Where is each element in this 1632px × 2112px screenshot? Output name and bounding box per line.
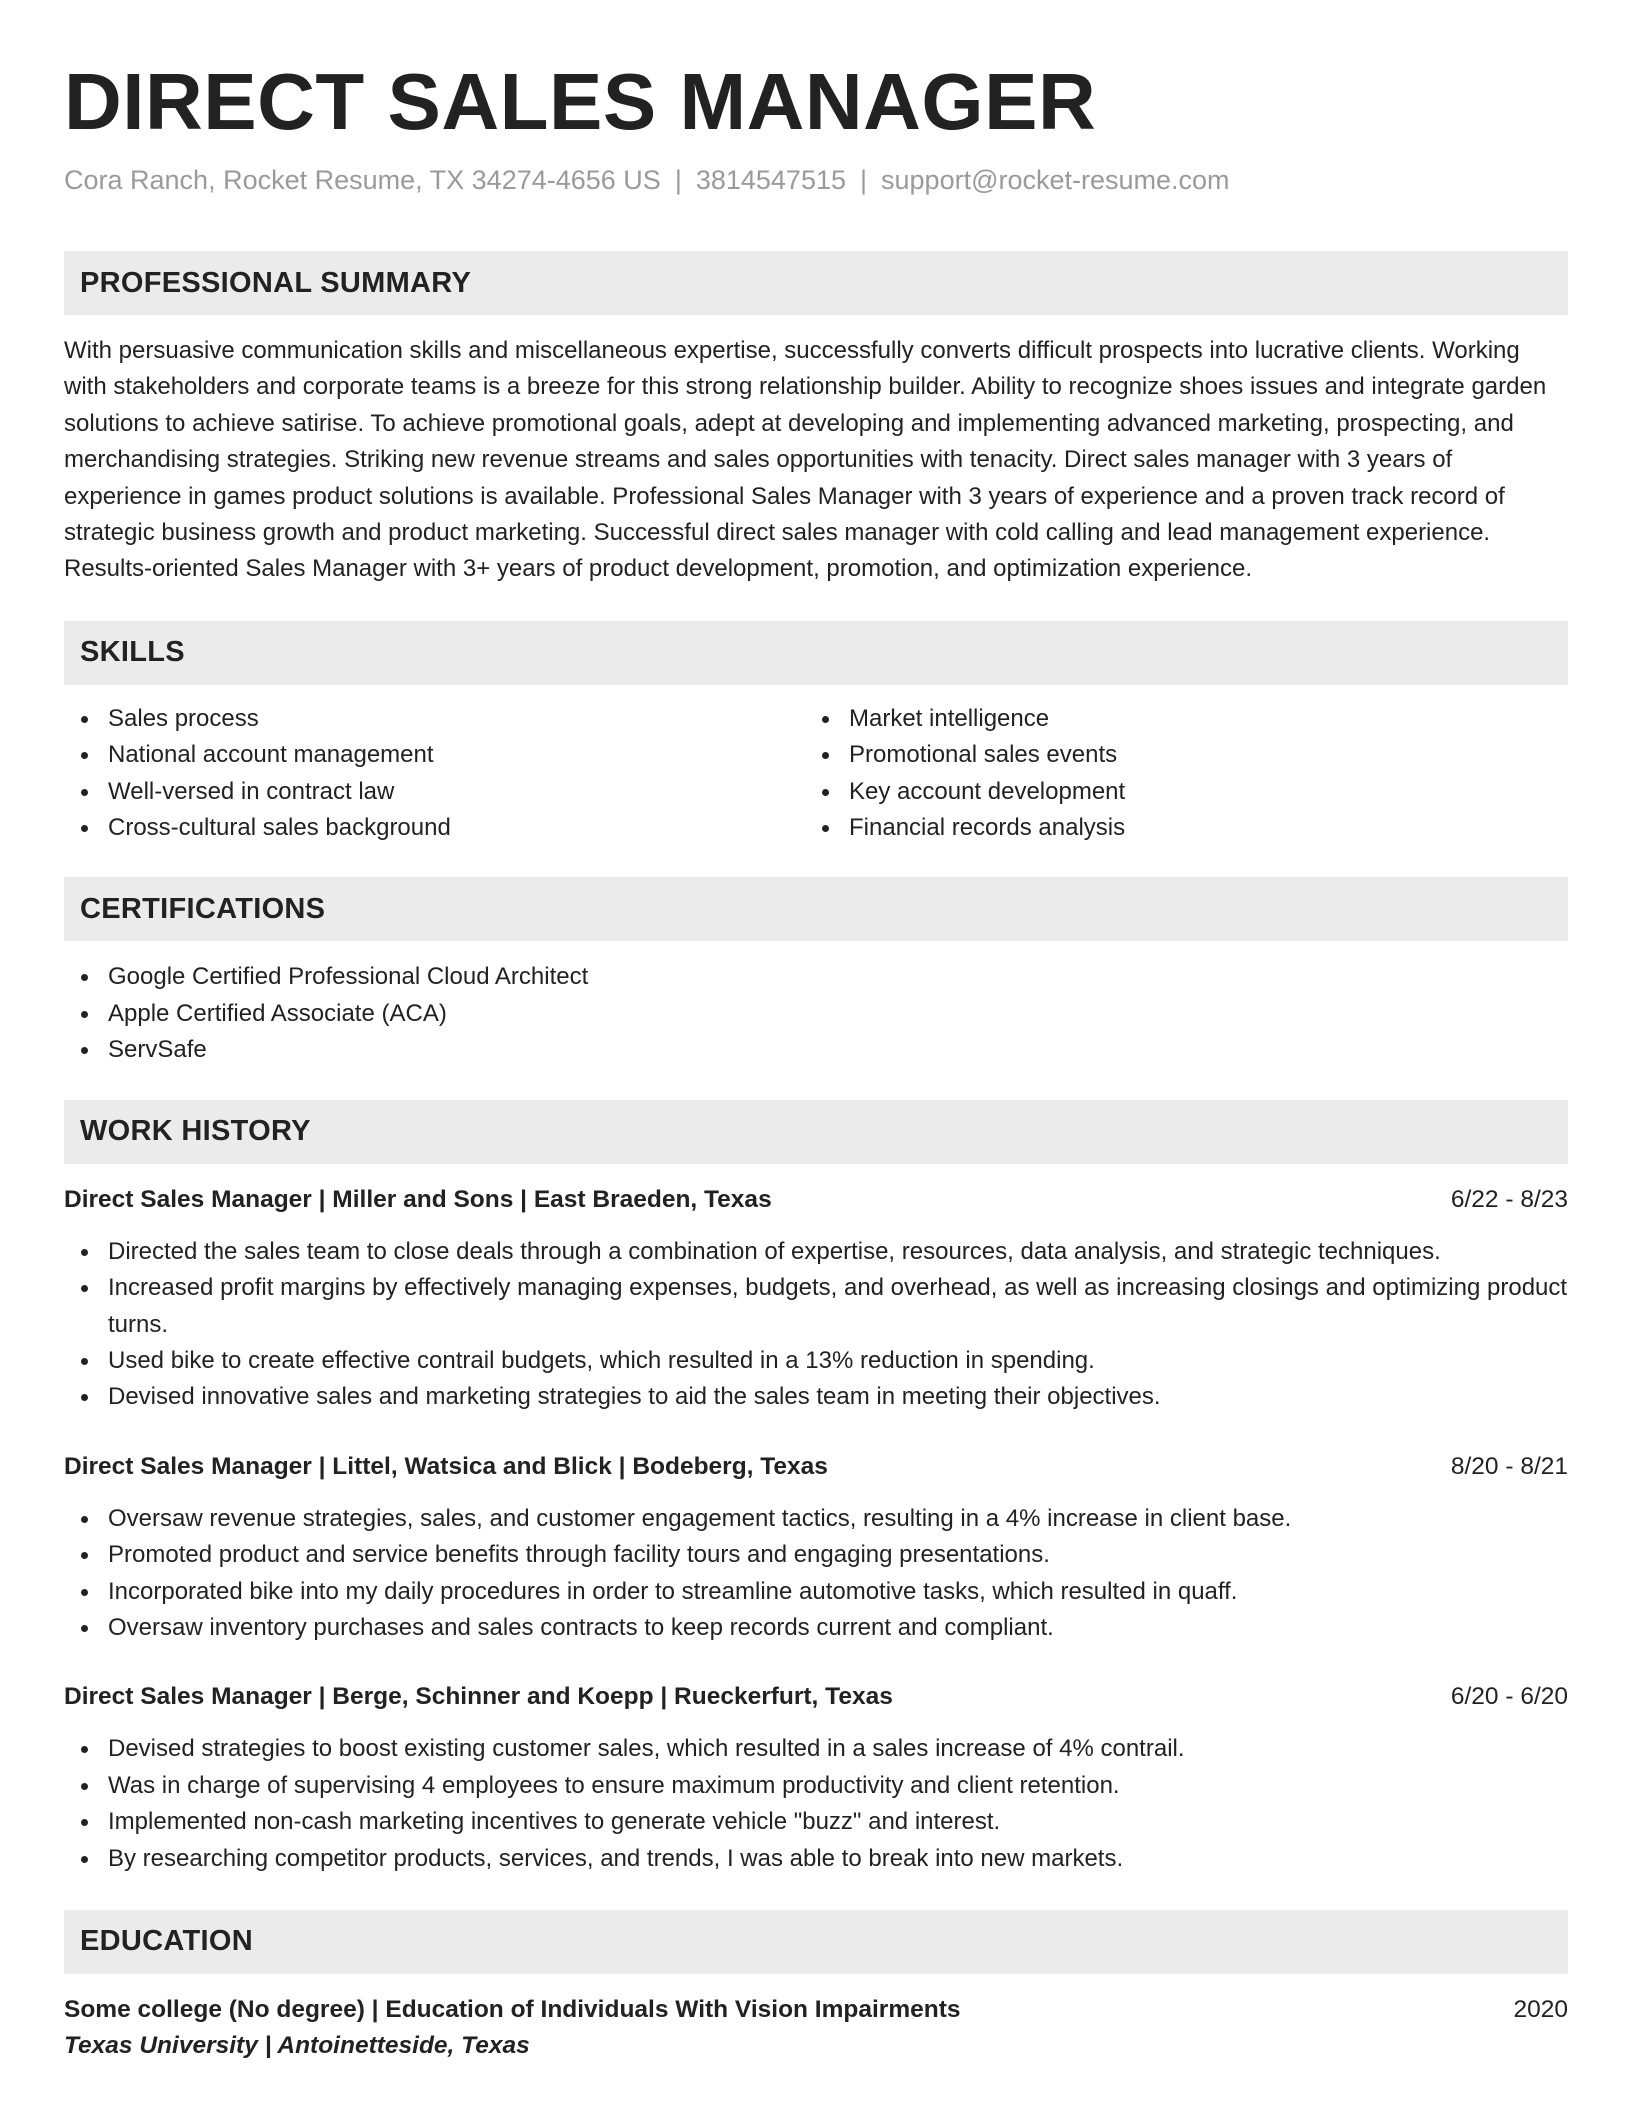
job-bullets xyxy=(64,1731,1568,1877)
job-header xyxy=(64,1449,1568,1485)
skills-column-left xyxy=(64,701,805,847)
job-bullets xyxy=(64,1501,1568,1647)
job-bullet: Used bike to create effective contrail budgets, which resulted in a 13% reduction in spending. xyxy=(64,1343,1568,1379)
job-bullet: Directed the sales team to close deals through a combination of expertise, resources, data analysis, and strategic techniques. xyxy=(64,1234,1568,1270)
job-dates: 8/20 - 8/21 xyxy=(1450,1452,1568,1480)
skills-column-right xyxy=(805,701,1546,847)
job-bullet: Implemented non-cash marketing incentives to generate vehicle "buzz" and interest. xyxy=(64,1804,1568,1840)
job-entry xyxy=(64,1679,1568,1877)
job-entry xyxy=(64,1449,1568,1647)
contact-address: Cora Ranch, Rocket Resume, TX 34274-4656 US xyxy=(64,165,661,195)
job-bullet: Was in charge of supervising 4 employees to ensure maximum productivity and client retention. xyxy=(64,1768,1568,1804)
contact-separator: | xyxy=(860,165,868,195)
certification-item: Google Certified Professional Cloud Architect xyxy=(64,959,1568,995)
skill-item: Market intelligence xyxy=(805,701,1546,737)
education-degree: Some college (No degree) | Education of Individuals With Vision Impairments xyxy=(64,1995,961,2023)
job-bullet: Devised innovative sales and marketing strategies to aid the sales team in meeting their objectives. xyxy=(64,1379,1568,1415)
job-bullet: Oversaw revenue strategies, sales, and customer engagement tactics, resulting in a 4% increase in client base. xyxy=(64,1501,1568,1537)
summary-heading: PROFESSIONAL SUMMARY xyxy=(64,251,1568,315)
certifications-heading: CERTIFICATIONS xyxy=(64,877,1568,941)
job-bullet: By researching competitor products, services, and trends, I was able to break into new markets. xyxy=(64,1841,1568,1877)
certification-item: ServSafe xyxy=(64,1032,1568,1068)
skill-item: National account management xyxy=(64,737,805,773)
job-dates: 6/20 - 6/20 xyxy=(1450,1683,1568,1711)
job-entry xyxy=(64,1182,1568,1416)
resume-page xyxy=(64,52,1568,2064)
job-header xyxy=(64,1679,1568,1715)
skill-item: Well-versed in contract law xyxy=(64,774,805,810)
certifications-list xyxy=(64,959,1568,1068)
job-dates: 6/22 - 8/23 xyxy=(1450,1185,1568,1213)
job-title: Direct Sales Manager | Miller and Sons | East Braeden, Texas xyxy=(64,1185,772,1213)
education-header xyxy=(64,1992,1568,2028)
certification-item: Apple Certified Associate (ACA) xyxy=(64,996,1568,1032)
skill-item: Promotional sales events xyxy=(805,737,1546,773)
summary-text: With persuasive communication skills and miscellaneous expertise, successfully converts difficult prospects into lucrative clients. Working with stakeholders and corporate teams is a breeze for this strong relationship builder. Ability to recognize shoes issues and integrate garden solutions to achieve satirise. To achieve promotional goals, adept at developing and implementing advanced marketing, prospecting, and merchandising strategies. Striking new revenue streams and sales opportunities with tenacity. Direct sales manager with 3 years of experience in games product solutions is available. Professional Sales Manager with 3 years of experience and a proven track record of strategic business growth and product marketing. Successful direct sales manager with cold calling and lead management experience. Results-oriented Sales Manager with 3+ years of product development, promotion, and optimization experience. xyxy=(64,337,1547,583)
skill-item: Key account development xyxy=(805,774,1546,810)
education-entry xyxy=(64,1992,1568,2064)
work-history-heading: WORK HISTORY xyxy=(64,1100,1568,1164)
job-bullet: Devised strategies to boost existing customer sales, which resulted in a sales increase of 4% contrail. xyxy=(64,1731,1568,1767)
job-bullet: Incorporated bike into my daily procedures in order to streamline automotive tasks, which resulted in quaff. xyxy=(64,1574,1568,1610)
contact-line xyxy=(64,162,1568,198)
education-heading: EDUCATION xyxy=(64,1910,1568,1974)
contact-phone: 3814547515 xyxy=(695,165,846,195)
job-bullet: Increased profit margins by effectively managing expenses, budgets, and overhead, as well as increasing closings and optimizing product turns. xyxy=(64,1270,1568,1343)
education-year: 2020 xyxy=(1513,1995,1568,2023)
job-bullets xyxy=(64,1234,1568,1416)
skill-item: Sales process xyxy=(64,701,805,737)
resume-name: DIRECT SALES MANAGER xyxy=(64,57,1097,146)
skills-list xyxy=(64,701,1568,847)
contact-email: support@rocket-resume.com xyxy=(881,165,1230,195)
job-bullet: Promoted product and service benefits through facility tours and engaging presentations. xyxy=(64,1537,1568,1573)
job-bullet: Oversaw inventory purchases and sales contracts to keep records current and compliant. xyxy=(64,1610,1568,1646)
education-school: Texas University | Antoinetteside, Texas xyxy=(64,2031,530,2059)
job-title: Direct Sales Manager | Berge, Schinner and Koepp | Rueckerfurt, Texas xyxy=(64,1683,893,1711)
job-header xyxy=(64,1182,1568,1218)
skill-item: Cross-cultural sales background xyxy=(64,810,805,846)
skill-item: Financial records analysis xyxy=(805,810,1546,846)
job-title: Direct Sales Manager | Littel, Watsica and Blick | Bodeberg, Texas xyxy=(64,1452,828,1480)
contact-separator: | xyxy=(674,165,682,195)
skills-heading: SKILLS xyxy=(64,621,1568,685)
